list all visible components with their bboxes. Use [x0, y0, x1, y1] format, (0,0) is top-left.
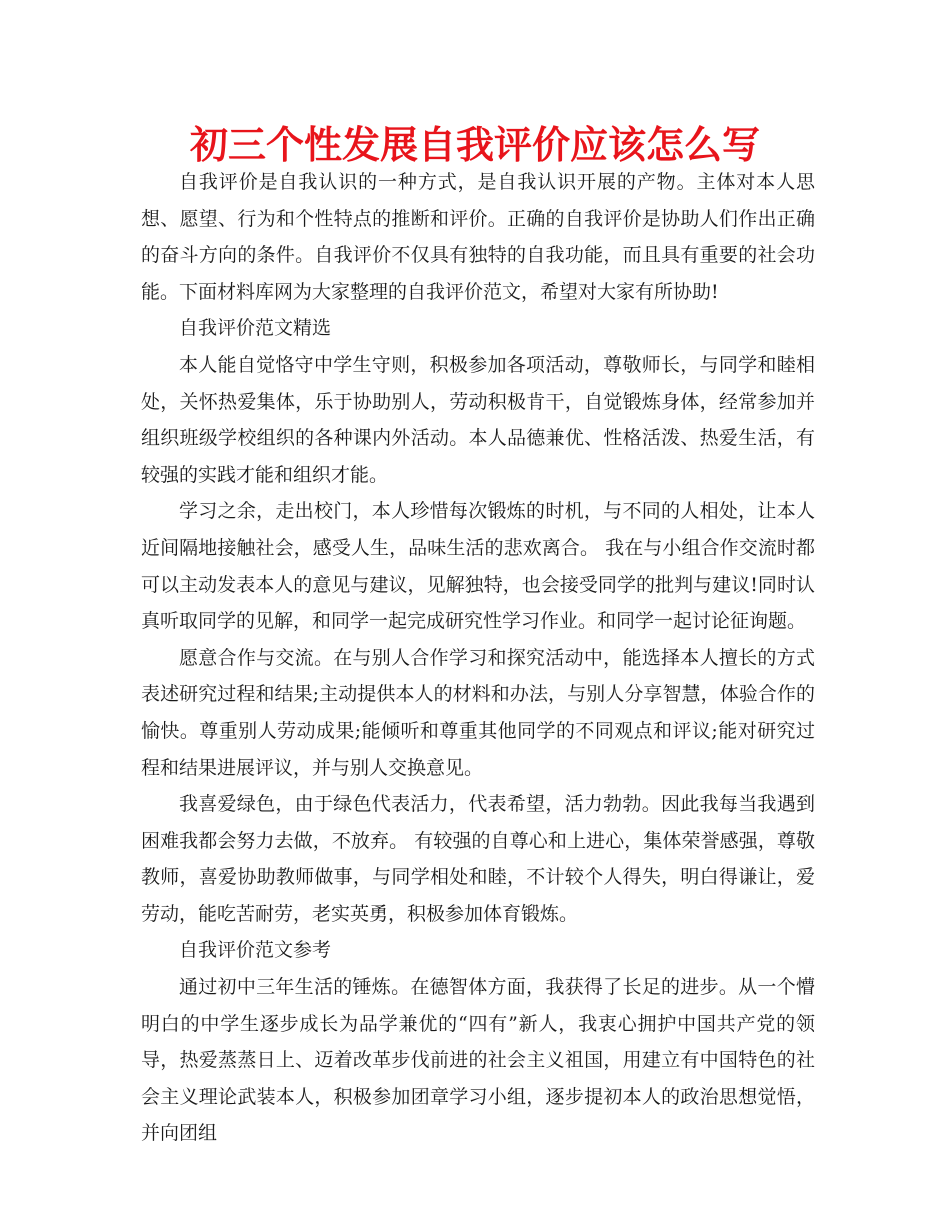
paragraph-study: 学习之余，走出校门，本人珍惜每次锻炼的时机，与不同的人相处，让本人近间隔地接触社会，感受人生，品味生活的悲欢离合。 我在与小组合作交流时都可以主动发表本人的意见与建议，见解独特，也会接受同学的批判与建议!同时认真听取同学的见解，和同学一起完成研究性学习作业。和同学一起讨论征询题。 [141, 500, 815, 633]
paragraph-green: 我喜爱绿色，由于绿色代表活力，代表希望，活力勃勃。因此我每当我遇到困难我都会努力去做，不放弃。 有较强的自尊心和上进心，集体荣誉感强，尊敬教师，喜爱协助教师做事，与同学相处和睦，不计较个人得失，明白得谦让，爱劳动，能吃苦耐劳，老实英勇，积极参加体育锻炼。 [141, 793, 815, 925]
document-body [141, 164, 815, 1152]
page-title: 初三个性发展自我评价应该怎么写 [189, 123, 760, 167]
paragraph-three-years: 通过初中三年生活的锤炼。在德智体方面，我获得了长足的进步。从一个懵明白的中学生逐步成长为品学兼优的“四有”新人，我衷心拥护中国共产党的领导，热爱蒸蒸日上、迈着改革步伐前进的社会主义祖国，用建立有中国特色的社会主义理论武装本人，积极参加团章学习小组，逐步提初本人的政治思想觉悟，并向团组 [141, 976, 815, 1145]
paragraph-conduct: 本人能自觉恪守中学生守则，积极参加各项活动，尊敬师长，与同学和睦相处，关怀热爱集体，乐于协助别人，劳动积极肯干，自觉锻炼身体，经常参加并组织班级学校组织的各种课内外活动。本人品德兼优、性格活泼、热爱生活，有较强的实践才能和组织才能。 [141, 353, 815, 486]
section-heading-reference: 自我评价范文参考 [179, 939, 332, 962]
section-heading-selected: 自我评价范文精选 [179, 317, 332, 340]
paragraph-cooperation: 愿意合作与交流。在与别人合作学习和探究活动中，能选择本人擅长的方式表述研究过程和结果;主动提供本人的材料和办法，与别人分享智慧，体验合作的愉快。尊重别人劳动成果;能倾听和尊重其他同学的不同观点和评议;能对研究过程和结果进展评议，并与别人交换意见。 [141, 646, 815, 779]
paragraph-intro: 自我评价是自我认识的一种方式，是自我认识开展的产物。主体对本人思想、愿望、行为和个性特点的推断和评价。正确的自我评价是协助人们作出正确的奋斗方向的条件。自我评价不仅具有独特的自我功能，而且具有重要的社会功能。下面材料库网为大家整理的自我评价范文，希望对大家有所协助! [141, 171, 815, 303]
